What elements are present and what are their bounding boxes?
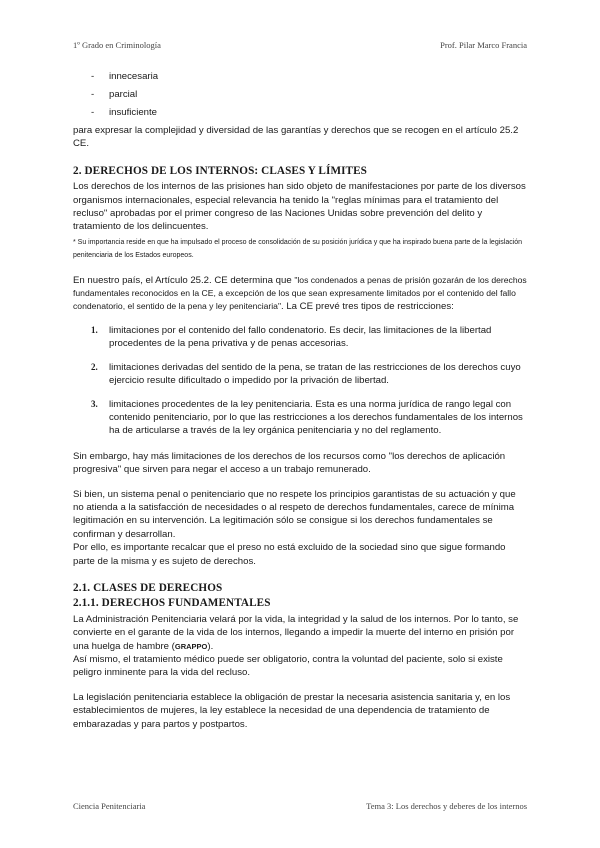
section-2-paragraph-1: Los derechos de los internos de las prisiones han sido objeto de manifestaciones por parte de los diversos organismos internacionales, especial relevancia ha tenido la "reglas mínimas para el tratamiento del recluso" aprobadas por el primer congreso de las Naciones Unidas sobre prevención del delito y tratamiento de los delincuentes. (73, 181, 526, 233)
list-item: - insuficiente (91, 107, 157, 118)
page-footer (73, 801, 527, 811)
list-item: - innecesaria (91, 71, 159, 82)
header-professor: Prof. Pilar Marco Francia (440, 40, 527, 50)
list-item: 1. limitaciones por el contenido del fallo condenatorio. Es decir, las limitaciones de la libertad procedentes de la pena privativa y de penas accesorias. (91, 324, 492, 350)
grappo-label: GRAPPO (174, 641, 208, 651)
section-2-paragraph-3: Sin embargo, hay más limitaciones de los derechos de los recursos como "los derechos de aplicación progresiva" que sirven para negar el acceso a un trabajo remunerado. (73, 450, 506, 476)
section-2-1-1-paragraph-3: La legislación penitenciaria establece la obligación de prestar la necesaria asistencia sanitaria y, en los establecimientos de mujeres, la ley establece la necesidad de una dependencia de tratamiento de embarazadas y para partos y postpartos. (73, 691, 511, 730)
page-header (73, 40, 527, 50)
list-item: 3. limitaciones procedentes de la ley penitenciaria. Esta es una norma jurídica de rango legal con contenido penitenciario, por lo que las restricciones a los derechos fundamentales de los internos ha de articularse a través de la ley orgánica penitenciaria y no del reglamento. (91, 398, 523, 437)
section-2-1-1-paragraph-1: La Administración Penitenciaria velará por la vida, la integridad y la salud de los internos. Por lo tanto, se convierte en el garante de la vida de los internos, llegando a impedir la muerte del interno en prisión por una huelga de hambre (GRAPPO). (73, 613, 519, 652)
section-2-1-1-heading: 2.1.1. DERECHOS FUNDAMENTALES (73, 597, 271, 610)
section-2-heading: 2. DERECHOS DE LOS INTERNOS: CLASES Y LÍMITES (73, 164, 367, 177)
intro-paragraph: para expresar la complejidad y diversidad de las garantías y derechos que se recogen en el artículo 25.2 CE. (73, 125, 519, 150)
footer-subject: Ciencia Penitenciaria (73, 801, 146, 811)
section-2-1-heading: 2.1. CLASES DE DERECHOS (73, 581, 223, 594)
page-content (73, 68, 527, 731)
section-2-paragraph-5: Por ello, es importante recalcar que el preso no está excluido de la sociedad sino que sigue formando parte de la misma y es sujeto de derechos. (73, 542, 506, 567)
header-course: 1º Grado en Criminología (73, 40, 161, 50)
footer-topic: Tema 3: Los derechos y deberes de los internos (366, 801, 527, 811)
list-item: - parcial (91, 89, 138, 100)
dash-list (73, 68, 527, 122)
footnote: * Su importancia reside en que ha impulsado el proceso de consolidación de su posición jurídica y que ha inspirado buena parte de la legislación penitenciaria de los Estados europeos. (73, 238, 523, 260)
section-2-paragraph-2: En nuestro país, el Artículo 25.2. CE determina que "los condenados a penas de prisión gozarán de los derechos fundamentales reconocidos en la CE, a excepción de los que sean expresamente limitados por el contenido del fallo condenatorio, el sentido de la pena y ley penitenciaria". La CE prevé tres tipos de restricciones: (73, 274, 527, 313)
article-quote: "los condenados a penas de prisión gozarán de los derechos fundamentales reconocidos en la CE, a excepción de los que sean expresamente limitados por el contenido del fallo condenatorio, el sentido de la pena y ley penitenciaria" (73, 274, 527, 312)
section-2-paragraph-4: Si bien, un sistema penal o penitenciario que no respete los principios garantistas de su actuación y que no atienda a la satisfacción de necesidades o al respeto de derechos fundamentales, carece de mínima legitimación en su intervención. La legitimación sólo se consigue si los derechos fundamentales se confirman y desarrollan. (73, 488, 516, 540)
section-2-1-1-paragraph-2: Así mismo, el tratamiento médico puede ser obligatorio, contra la voluntad del paciente, solo si existe peligro inminente para la vida del recluso. (73, 654, 503, 679)
restrictions-list (73, 324, 527, 438)
list-item: 2. limitaciones derivadas del sentido de la pena, se tratan de las restricciones de los derechos cuyo ejercicio resulte dificultado o impedido por la privación de libertad. (91, 361, 521, 387)
